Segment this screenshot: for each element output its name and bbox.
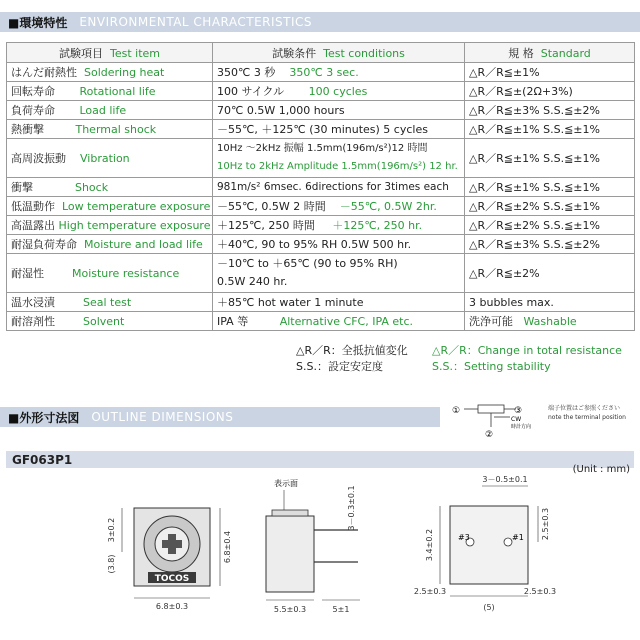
side-view-drawing (250, 472, 390, 632)
environmental-table (6, 42, 635, 331)
header-standard: 規 格 Standard (465, 43, 635, 63)
pin-length-dim: 5±1 (332, 605, 350, 614)
table-row: 低温動作 Low temperature exposure －55℃, 0.5W 2 時間 －55℃, 0.5W 2hr. △R／R≦±2% S.S.≦±1% (7, 197, 635, 216)
table-row: 耐湿負荷寿命 Moisture and load life ＋40℃, 90 to 95% RH 0.5W 500 hr. △R／R≦±3% S.S.≦±2% (7, 235, 635, 254)
model-name: GF063P1 (12, 452, 73, 467)
cw-jp-label: 時計方向 (511, 424, 532, 430)
terminal-note: 端子位置はご参照ください note the terminal position (548, 405, 626, 421)
legend-en-2: S.S.：Setting stability (432, 360, 551, 373)
legend-jp-2: S.S.：設定安定度 (296, 360, 383, 373)
legend-en (432, 343, 622, 375)
front-h1-dim: 3±0.2 (107, 517, 116, 543)
legend-jp (296, 343, 408, 375)
brand-text: TOCOS (154, 574, 190, 584)
back-bottom-dim-2: 2.5±0.3 (523, 587, 557, 596)
unit-label: (Unit : mm) (572, 464, 630, 475)
table-row: 耐溶剤性 Solvent IPA 等 Alternative CFC, IPA etc. 洗浄可能 Washable (7, 312, 635, 331)
front-width-dim: 6.8±0.3 (155, 602, 189, 611)
terminal-1-label: ① (452, 406, 461, 416)
table-row: 回転寿命 Rotational life 100 サイクル 100 cycles △R／R≦±(2Ω+3%) (7, 82, 635, 101)
table-row: 負荷寿命 Load life 70℃ 0.5W 1,000 hours △R／R≦±3% S.S.≦±2% (7, 101, 635, 120)
back-body (450, 506, 528, 584)
legend-jp-1: △R／R：全抵抗値変化 (296, 344, 408, 357)
cw-label: CW (511, 416, 522, 423)
model-header (6, 451, 634, 468)
table-header-row (7, 43, 635, 63)
front-height-dim: 6.8±0.4 (223, 530, 232, 564)
back-right-dim: 2.5±0.3 (541, 507, 550, 541)
table-row: 高温露出 High temperature exposure ＋125℃, 250 時間 ＋125℃, 250 hr. △R／R≦±2% S.S.≦±1% (7, 216, 635, 235)
table-row: 温水浸漬 Seal test ＋85℃ hot water 1 minute 3 bubbles max. (7, 293, 635, 312)
side-width-dim: 5.5±0.3 (273, 605, 307, 614)
table-row: はんだ耐熱性 Soldering heat 350℃ 3 秒 350℃ 3 sec. △R／R≦±1% (7, 63, 635, 82)
header-test-conditions: 試験条件 Test conditions (213, 43, 465, 63)
pin-dim: 3－0.3±0.1 (347, 485, 356, 531)
resistor-icon (478, 405, 504, 413)
section-title-jp: ■環境特性 (8, 15, 68, 30)
section2-title-jp: ■外形寸法図 (8, 410, 80, 425)
side-body (266, 516, 314, 592)
table-row: 衝撃 Shock 981m/s² 6msec. 6directions for 3times each △R／R≦±1% S.S.≦±1% (7, 178, 635, 197)
section-title-en: ENVIRONMENTAL CHARACTERISTICS (79, 15, 313, 29)
table-row: 高周波振動 Vibration 10Hz ～2kHz 振幅 1.5mm(196m/s²)12 時間 10Hz to 2kHz Amplitude 1.5mm(196m/s²) 12 hr. △R／R≦±1% S.S.≦±1% (7, 139, 635, 178)
front-view-drawing (96, 472, 236, 632)
legend-en-1: △R／R：Change in total resistance (432, 344, 622, 357)
back-left-dim: 3.4±0.2 (425, 528, 434, 562)
display-face-label: 表示面 (274, 479, 298, 488)
section-header-outline (0, 407, 440, 427)
terminal-3-label: ③ (514, 406, 523, 416)
section-header-environmental (0, 12, 640, 32)
back-bottom-dim-3: (5) (483, 603, 495, 612)
terminal-1-pad (504, 538, 512, 546)
mark-1: #1 (512, 533, 524, 542)
back-top-dim: 3－0.5±0.1 (482, 475, 528, 484)
back-bottom-dim-1: 2.5±0.3 (413, 587, 447, 596)
front-hleft-dim: (3.8) (107, 554, 116, 574)
mark-3: #3 (458, 533, 470, 542)
table-row: 耐湿性 Moisture resistance －10℃ to ＋65℃ (90 to 95% RH) 0.5W 240 hr. △R／R≦±2% (7, 254, 635, 293)
table-row: 熱衝撃 Thermal shock －55℃, ＋125℃ (30 minutes) 5 cycles △R／R≦±1% S.S.≦±1% (7, 120, 635, 139)
section2-title-en: OUTLINE DIMENSIONS (91, 410, 234, 424)
header-test-item: 試験項目 Test item (7, 43, 213, 63)
back-view-drawing (410, 472, 580, 640)
terminal-2-label: ② (485, 430, 494, 440)
